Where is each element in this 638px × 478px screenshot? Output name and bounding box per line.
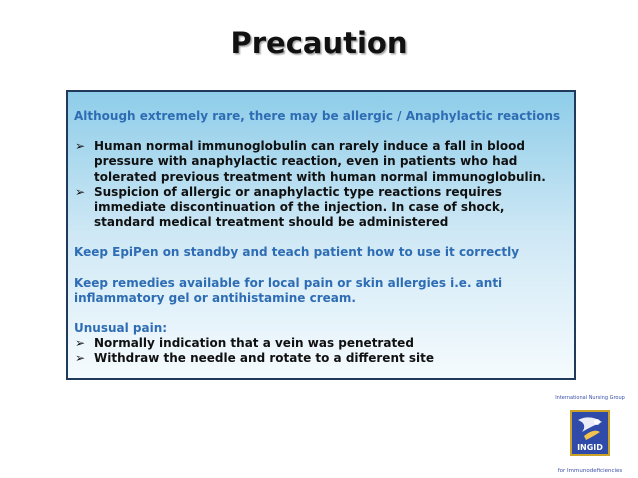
logo-top-text: International Nursing Group xyxy=(555,395,625,401)
bullet-line: Human normal immunoglobulin can rarely induce a fall in blood xyxy=(94,139,525,154)
ingid-logo xyxy=(549,392,631,476)
bullet-line: pressure with anaphylactic reaction, even in patients who had xyxy=(94,154,518,169)
intro-text: Although extremely rare, there may be allergic / Anaphylactic reactions xyxy=(74,109,561,123)
bullet-item-vein xyxy=(74,336,568,351)
logo-bottom-text: for Immunodeficiencies xyxy=(557,468,623,474)
bullet-item-suspicion xyxy=(74,185,568,231)
content-box xyxy=(66,90,576,380)
epipen-text: Keep EpiPen on standby and teach patient how to use it correctly xyxy=(74,245,520,260)
spacer xyxy=(74,261,568,276)
arrow-bullet-icon: ➢ xyxy=(75,139,86,154)
arrow-bullet-icon: ➢ xyxy=(75,184,86,199)
spacer xyxy=(74,230,568,245)
bullet-line: immediate discontinuation of the injection. In case of shock, xyxy=(94,200,505,215)
slide-title: Precaution xyxy=(230,26,408,60)
bullet-line: tolerated previous treatment with human normal immunoglobulin. xyxy=(94,169,546,184)
arrow-bullet-icon: ➢ xyxy=(75,336,86,351)
bullet-line: Suspicion of allergic or anaphylactic type reactions requires xyxy=(94,184,502,199)
spacer xyxy=(74,306,568,321)
bullet-item-withdraw xyxy=(74,351,568,366)
remedies-line: Keep remedies available for local pain or skin allergies i.e. anti xyxy=(74,275,503,290)
spacer xyxy=(74,124,568,139)
ingid-emblem-icon xyxy=(570,410,610,456)
logo-emblem-text: INGID xyxy=(577,443,603,452)
arrow-bullet-icon: ➢ xyxy=(75,351,86,366)
remedies-line: inflammatory gel or antihistamine cream. xyxy=(74,290,356,305)
bullet-item-hypotension xyxy=(74,139,568,185)
bullet-line: standard medical treatment should be administered xyxy=(94,215,449,230)
bullet-line: Withdraw the needle and rotate to a different site xyxy=(94,351,435,366)
unusual-pain-heading: Unusual pain: xyxy=(74,321,168,336)
bullet-line: Normally indication that a vein was penetrated xyxy=(94,336,414,351)
